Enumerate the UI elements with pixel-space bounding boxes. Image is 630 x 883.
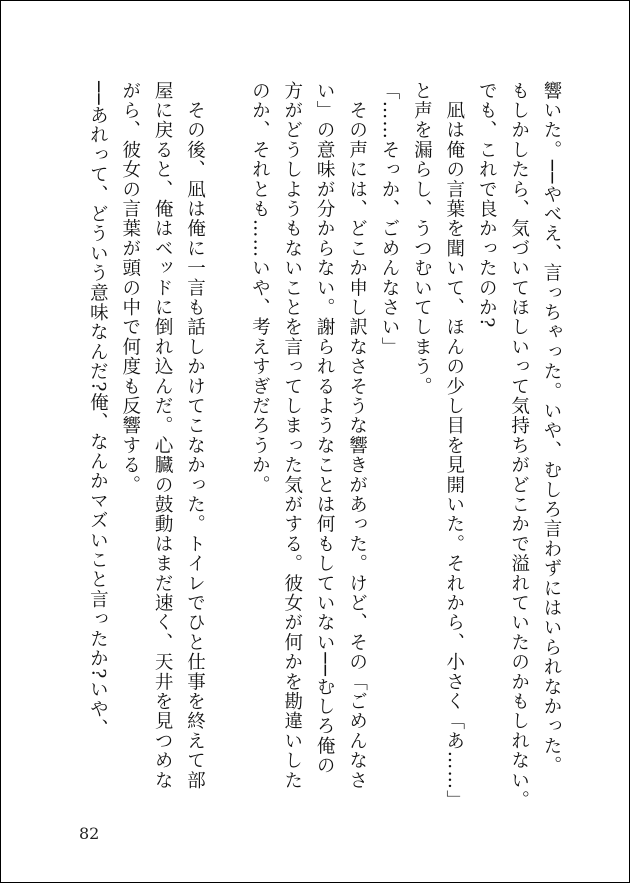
text-line: がら、彼女の言葉が頭の中で何度も反響する。 xyxy=(119,81,141,495)
text-line: 凪は俺の言葉を聞いて、ほんの少し目を見開いた。それから、小さく「あ……」 xyxy=(443,81,465,810)
text-line: その声には、どこか申し訳なさそうな響きがあった。けど、その「ごめんなさ xyxy=(346,81,368,791)
text-line: もしかしたら、気づいてほしいって気持ちがどこかで溢れていたのかもしれない。 xyxy=(508,81,530,810)
text-line: 響いた。──やべえ、言っちゃった。いや、むしろ言わずにはいられなかった。 xyxy=(541,81,562,776)
page-number: 82 xyxy=(79,824,100,843)
text-line: 方がどうしようもないことを言ってしまった気がする。彼女が何かを勘違いした xyxy=(281,81,303,791)
text-line: ──あれって、どういう意味なんだ?俺、なんかマズいこと言ったか?いや、 xyxy=(87,81,109,739)
vertical-text-body xyxy=(81,81,567,821)
text-line: 屋に戻ると、俺はベッドに倒れ込んだ。心臓の鼓動はまだ速く、天井を見つめな xyxy=(152,81,174,791)
text-line: と声を漏らし、うつむいてしまう。 xyxy=(411,81,433,397)
section-break-line xyxy=(211,81,243,821)
text-line: い」の意味が分からない。謝られるようなことは何もしていない──むしろ俺の xyxy=(314,81,336,776)
text-line: でも、これで良かったのか? xyxy=(476,81,498,329)
text-line: その後、凪は俺に一言も話しかけてこなかった。トイレでひと仕事を終えて部 xyxy=(184,81,206,791)
text-line: 「……そっか、ごめんなさい」 xyxy=(378,81,400,357)
text-line: のか、それとも……いや、考えすぎだろうか。 xyxy=(249,81,271,495)
